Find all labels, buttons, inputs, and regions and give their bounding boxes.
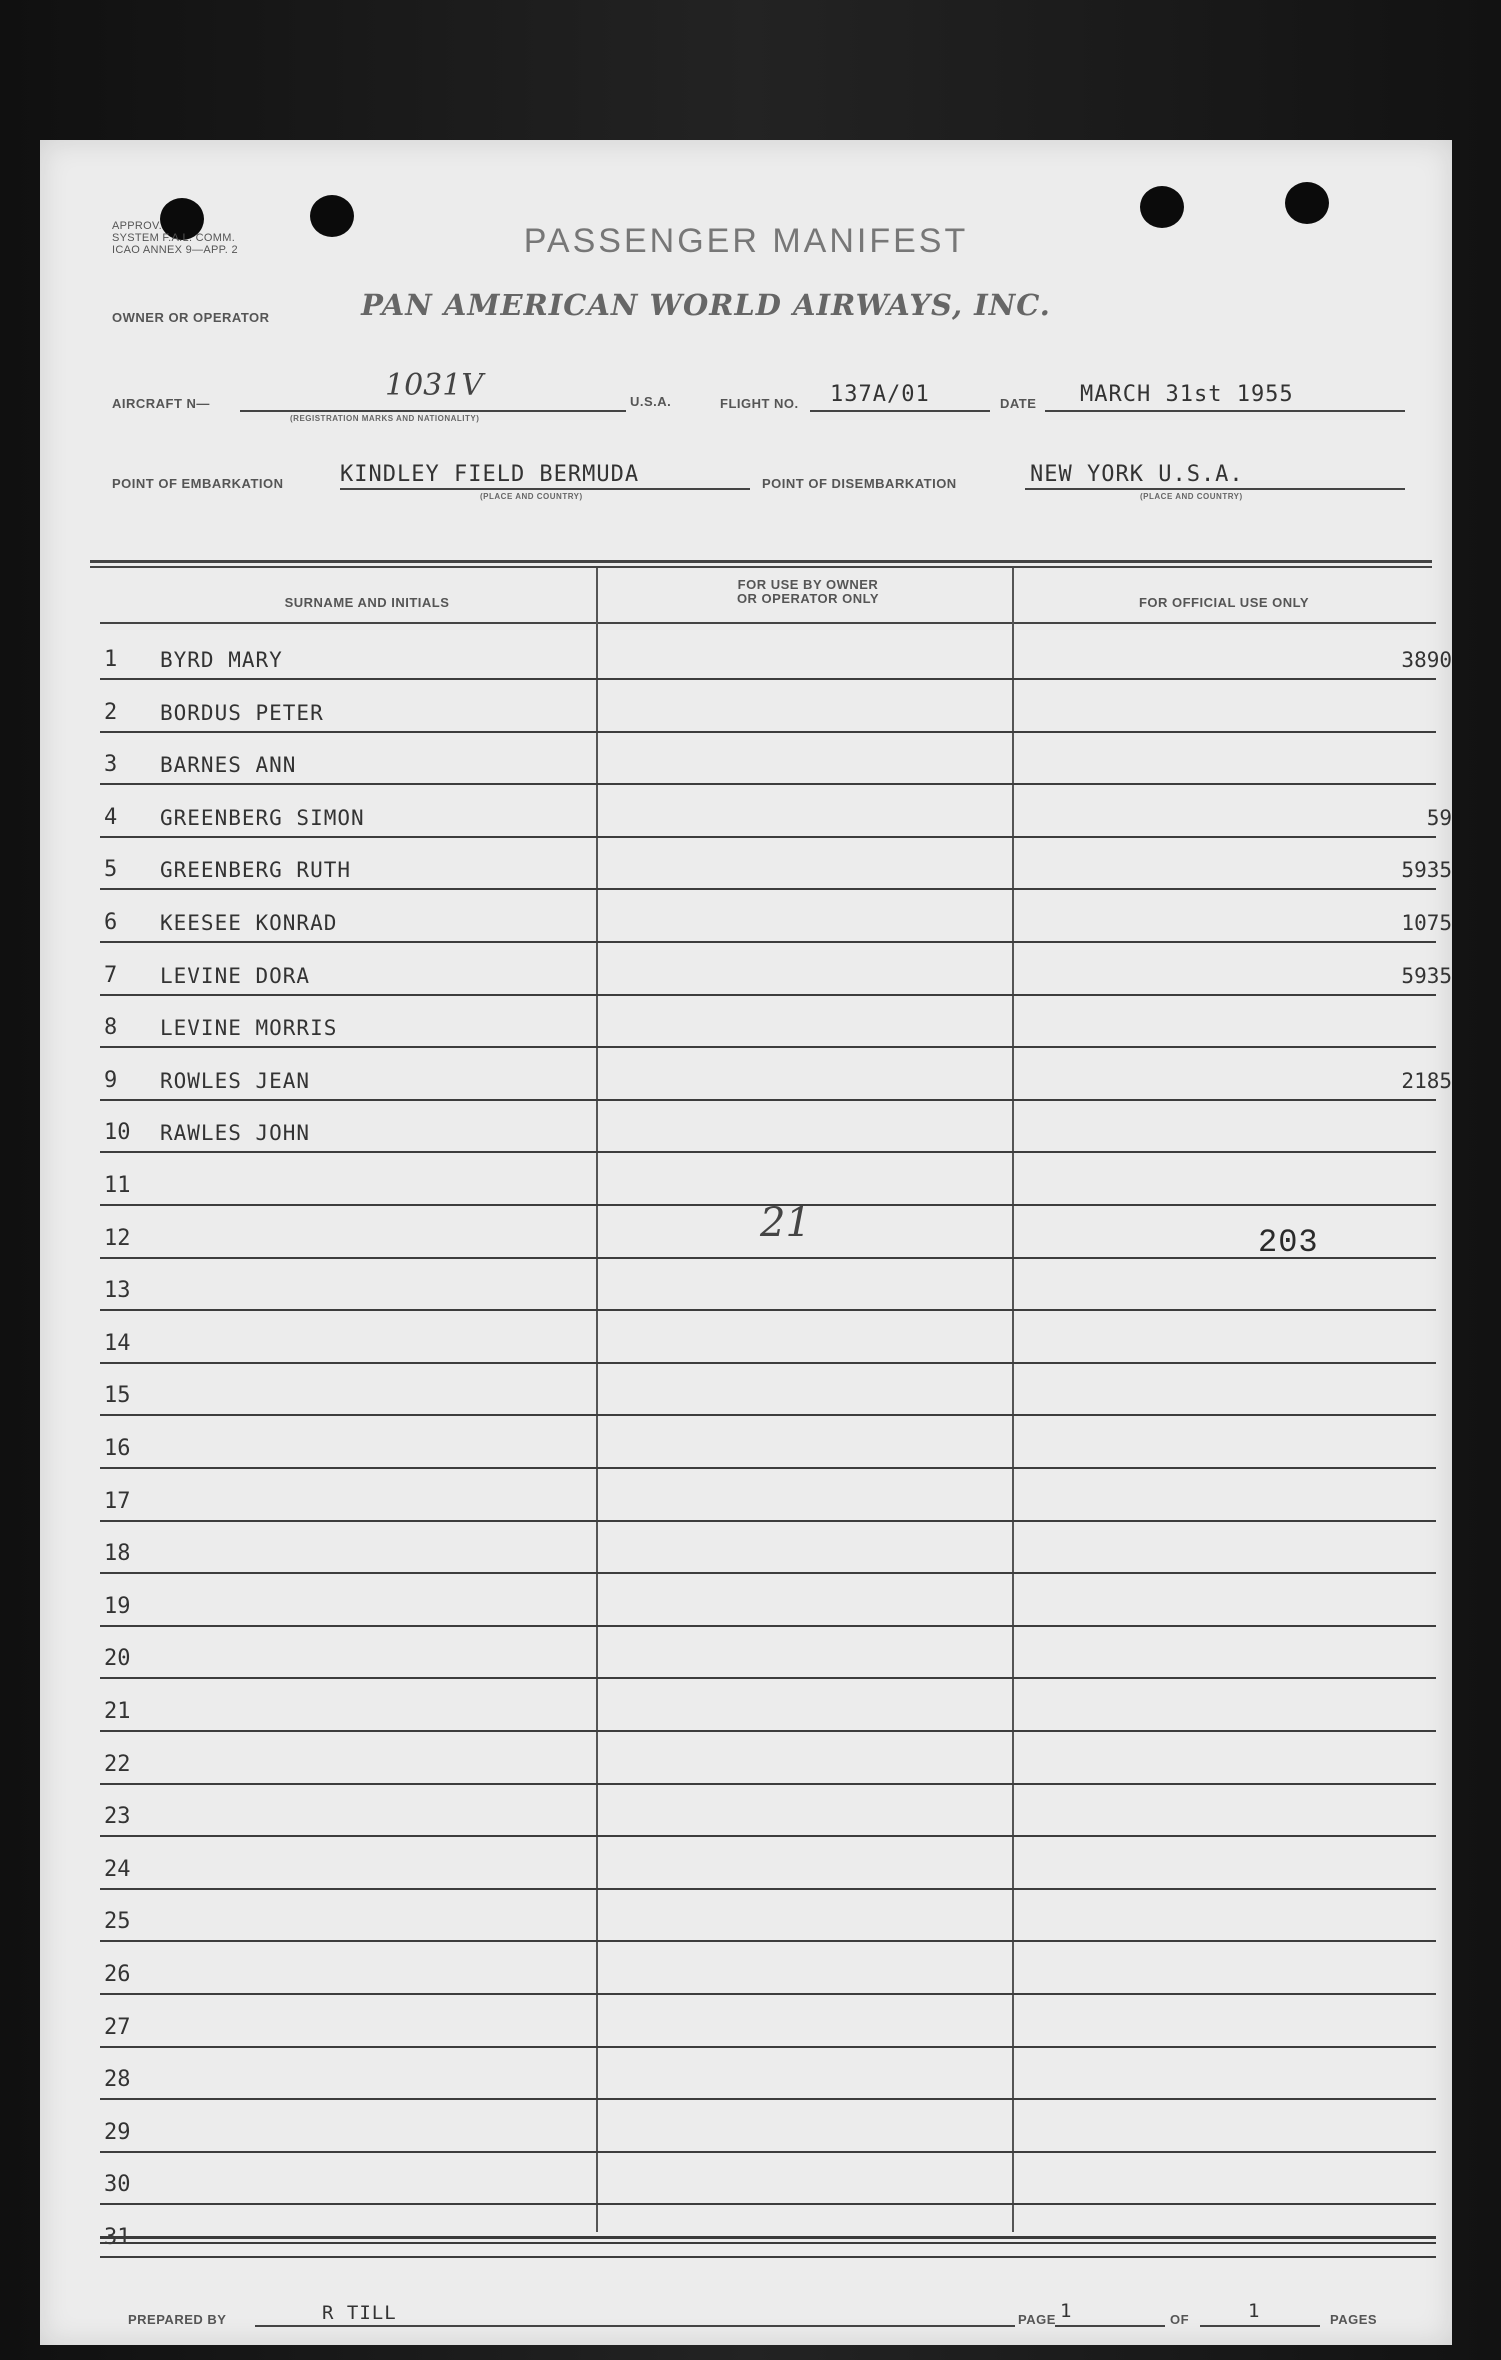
- official-stamp-number: 203: [1258, 1224, 1319, 1261]
- row-number: 27: [104, 2014, 131, 2040]
- aircraft-label: AIRCRAFT N—: [112, 396, 210, 411]
- row-number: 15: [104, 1383, 131, 1409]
- owner-use-line: OR OPERATOR ONLY: [736, 591, 880, 606]
- row-number: 30: [104, 2172, 131, 2198]
- pages-label: PAGES: [1330, 2312, 1378, 2327]
- column-header-surname: SURNAME AND INITIALS: [284, 595, 450, 610]
- column-header-official-use: FOR OFFICIAL USE ONLY: [1138, 595, 1310, 610]
- aircraft-value: 1031V: [385, 368, 484, 403]
- table-row: [40, 891, 1452, 943]
- table-row: [40, 1470, 1452, 1522]
- passenger-name: ROWLES JEAN: [160, 1068, 311, 1093]
- official-code: 2185: [1401, 1068, 1452, 1093]
- disembarkation-value: NEW YORK U.S.A.: [1030, 462, 1244, 487]
- disembarkation-note: (PLACE AND COUNTRY): [1140, 492, 1243, 501]
- row-number: 13: [104, 1278, 131, 1304]
- column-header-owner-use: [600, 578, 1016, 606]
- row-number: 28: [104, 2067, 131, 2093]
- row-number: 24: [104, 1856, 131, 1882]
- official-code: 3890: [1401, 648, 1452, 672]
- row-number: 11: [104, 1173, 131, 1198]
- row-number: 9: [104, 1067, 118, 1093]
- flight-value: 137A/01: [830, 382, 930, 407]
- table-row: [40, 2206, 1452, 2258]
- table-top-rule-2: [90, 566, 1432, 568]
- row-number: 20: [104, 1646, 131, 1672]
- prepared-by-value: R TILL: [322, 2302, 397, 2324]
- row-number: 3: [104, 752, 118, 778]
- table-row: [40, 1943, 1452, 1995]
- embarkation-label: POINT OF EMBARKATION: [112, 476, 284, 491]
- registration-note: (REGISTRATION MARKS AND NATIONALITY): [290, 414, 480, 423]
- passenger-name: GREENBERG SIMON: [160, 805, 365, 830]
- date-underline: [1045, 410, 1405, 412]
- table-row: [40, 1890, 1452, 1942]
- row-number: 26: [104, 1962, 131, 1987]
- passenger-name: KEESEE KONRAD: [160, 911, 338, 935]
- row-number: 1: [104, 647, 118, 672]
- disembarkation-label: POINT OF DISEMBARKATION: [762, 476, 957, 491]
- table-row: [40, 1785, 1452, 1837]
- of-value: 1: [1248, 2300, 1261, 2322]
- page-underline: [1055, 2325, 1165, 2327]
- table-row: [40, 786, 1452, 838]
- row-number: 22: [104, 1751, 131, 1777]
- row-number: 7: [104, 962, 118, 988]
- usa-label: U.S.A.: [630, 394, 672, 409]
- row-number: 14: [104, 1330, 131, 1356]
- flight-underline: [810, 410, 990, 412]
- embarkation-value: KINDLEY FIELD BERMUDA: [340, 462, 640, 487]
- page-value: 1: [1060, 2300, 1073, 2322]
- table-row: [40, 2153, 1452, 2205]
- row-number: 12: [104, 1225, 131, 1251]
- page-title: PASSENGER MANIFEST: [523, 222, 969, 260]
- row-number: 5: [104, 857, 118, 883]
- passenger-name: LEVINE DORA: [160, 963, 311, 988]
- row-number: 17: [104, 1488, 131, 1514]
- passenger-name: RAWLES JOHN: [160, 1121, 311, 1146]
- row-number: 23: [104, 1804, 131, 1830]
- table-row: [40, 733, 1452, 785]
- date-label: DATE: [1000, 396, 1037, 411]
- row-number: 4: [104, 804, 118, 830]
- table-row: [40, 681, 1452, 733]
- manifest-sheet: [40, 140, 1452, 2345]
- row-number: 2: [104, 699, 118, 725]
- passenger-name: GREENBERG RUTH: [160, 858, 352, 883]
- table-row: [40, 1364, 1452, 1416]
- table-row: [40, 1049, 1452, 1101]
- table-row: [40, 628, 1452, 680]
- table-row: [40, 1154, 1452, 1206]
- table-row: [40, 1733, 1452, 1785]
- owner-use-line: FOR USE BY OWNER: [737, 577, 879, 592]
- table-row: [40, 996, 1452, 1048]
- handwritten-mark: 21: [760, 1200, 811, 1246]
- official-code: 5935: [1401, 963, 1452, 988]
- row-number: 19: [104, 1593, 131, 1619]
- passenger-name: BARNES ANN: [160, 753, 297, 778]
- row-number: 29: [104, 2119, 131, 2145]
- row-rule: [100, 2256, 1436, 2258]
- table-row: [40, 1680, 1452, 1732]
- table-row: [40, 1417, 1452, 1469]
- official-code: 5935: [1401, 858, 1452, 883]
- table-row: [40, 1838, 1452, 1890]
- table-row: [40, 1101, 1452, 1153]
- row-number: 21: [104, 1699, 131, 1724]
- date-value: MARCH 31st 1955: [1080, 382, 1294, 407]
- table-bottom-rule: [100, 2236, 1436, 2239]
- approval-line: APPROV.: [112, 220, 162, 232]
- flight-label: FLIGHT NO.: [720, 396, 799, 411]
- row-number: 25: [104, 1909, 131, 1935]
- table-row: [40, 1207, 1452, 1259]
- owner-label: OWNER OR OPERATOR: [112, 310, 270, 325]
- table-row: [40, 1575, 1452, 1627]
- of-label: OF: [1170, 2312, 1190, 2327]
- owner-value: PAN AMERICAN WORLD AIRWAYS, INC.: [361, 288, 1051, 322]
- table-row: [40, 2048, 1452, 2100]
- passenger-name: BORDUS PETER: [160, 700, 324, 725]
- table-row: [40, 1522, 1452, 1574]
- embarkation-note: (PLACE AND COUNTRY): [480, 492, 583, 501]
- official-code: 1075: [1401, 911, 1452, 935]
- table-row: [40, 1312, 1452, 1364]
- official-code: 59: [1426, 805, 1452, 830]
- table-bottom-rule-2: [100, 2242, 1436, 2244]
- table-row: [40, 2101, 1452, 2153]
- disembarkation-underline: [1025, 488, 1405, 490]
- passenger-name: BYRD MARY: [160, 648, 283, 672]
- row-number: 6: [104, 910, 118, 935]
- row-number: 10: [104, 1120, 131, 1146]
- row-number: 18: [104, 1541, 131, 1567]
- prepared-by-label: PREPARED BY: [128, 2312, 227, 2327]
- table-row: [40, 1259, 1452, 1311]
- table-row: [40, 944, 1452, 996]
- header-bottom-rule: [100, 622, 1436, 624]
- punch-hole-icon: [1285, 182, 1329, 224]
- passenger-name: LEVINE MORRIS: [160, 1016, 338, 1041]
- table-row: [40, 838, 1452, 890]
- embarkation-underline: [340, 488, 750, 490]
- row-number: 31: [104, 2225, 131, 2250]
- aircraft-underline: [240, 410, 626, 412]
- page-label: PAGE: [1018, 2312, 1056, 2327]
- table-row: [40, 1996, 1452, 2048]
- approval-line: ICAO ANNEX 9—APP. 2: [112, 244, 238, 256]
- of-underline: [1200, 2325, 1320, 2327]
- row-number: 8: [104, 1015, 118, 1041]
- table-top-rule: [90, 560, 1432, 563]
- table-row: [40, 1627, 1452, 1679]
- approval-line: SYSTEM F.A.L. COMM.: [112, 232, 236, 244]
- prepared-underline: [255, 2325, 1015, 2327]
- row-number: 16: [104, 1436, 131, 1461]
